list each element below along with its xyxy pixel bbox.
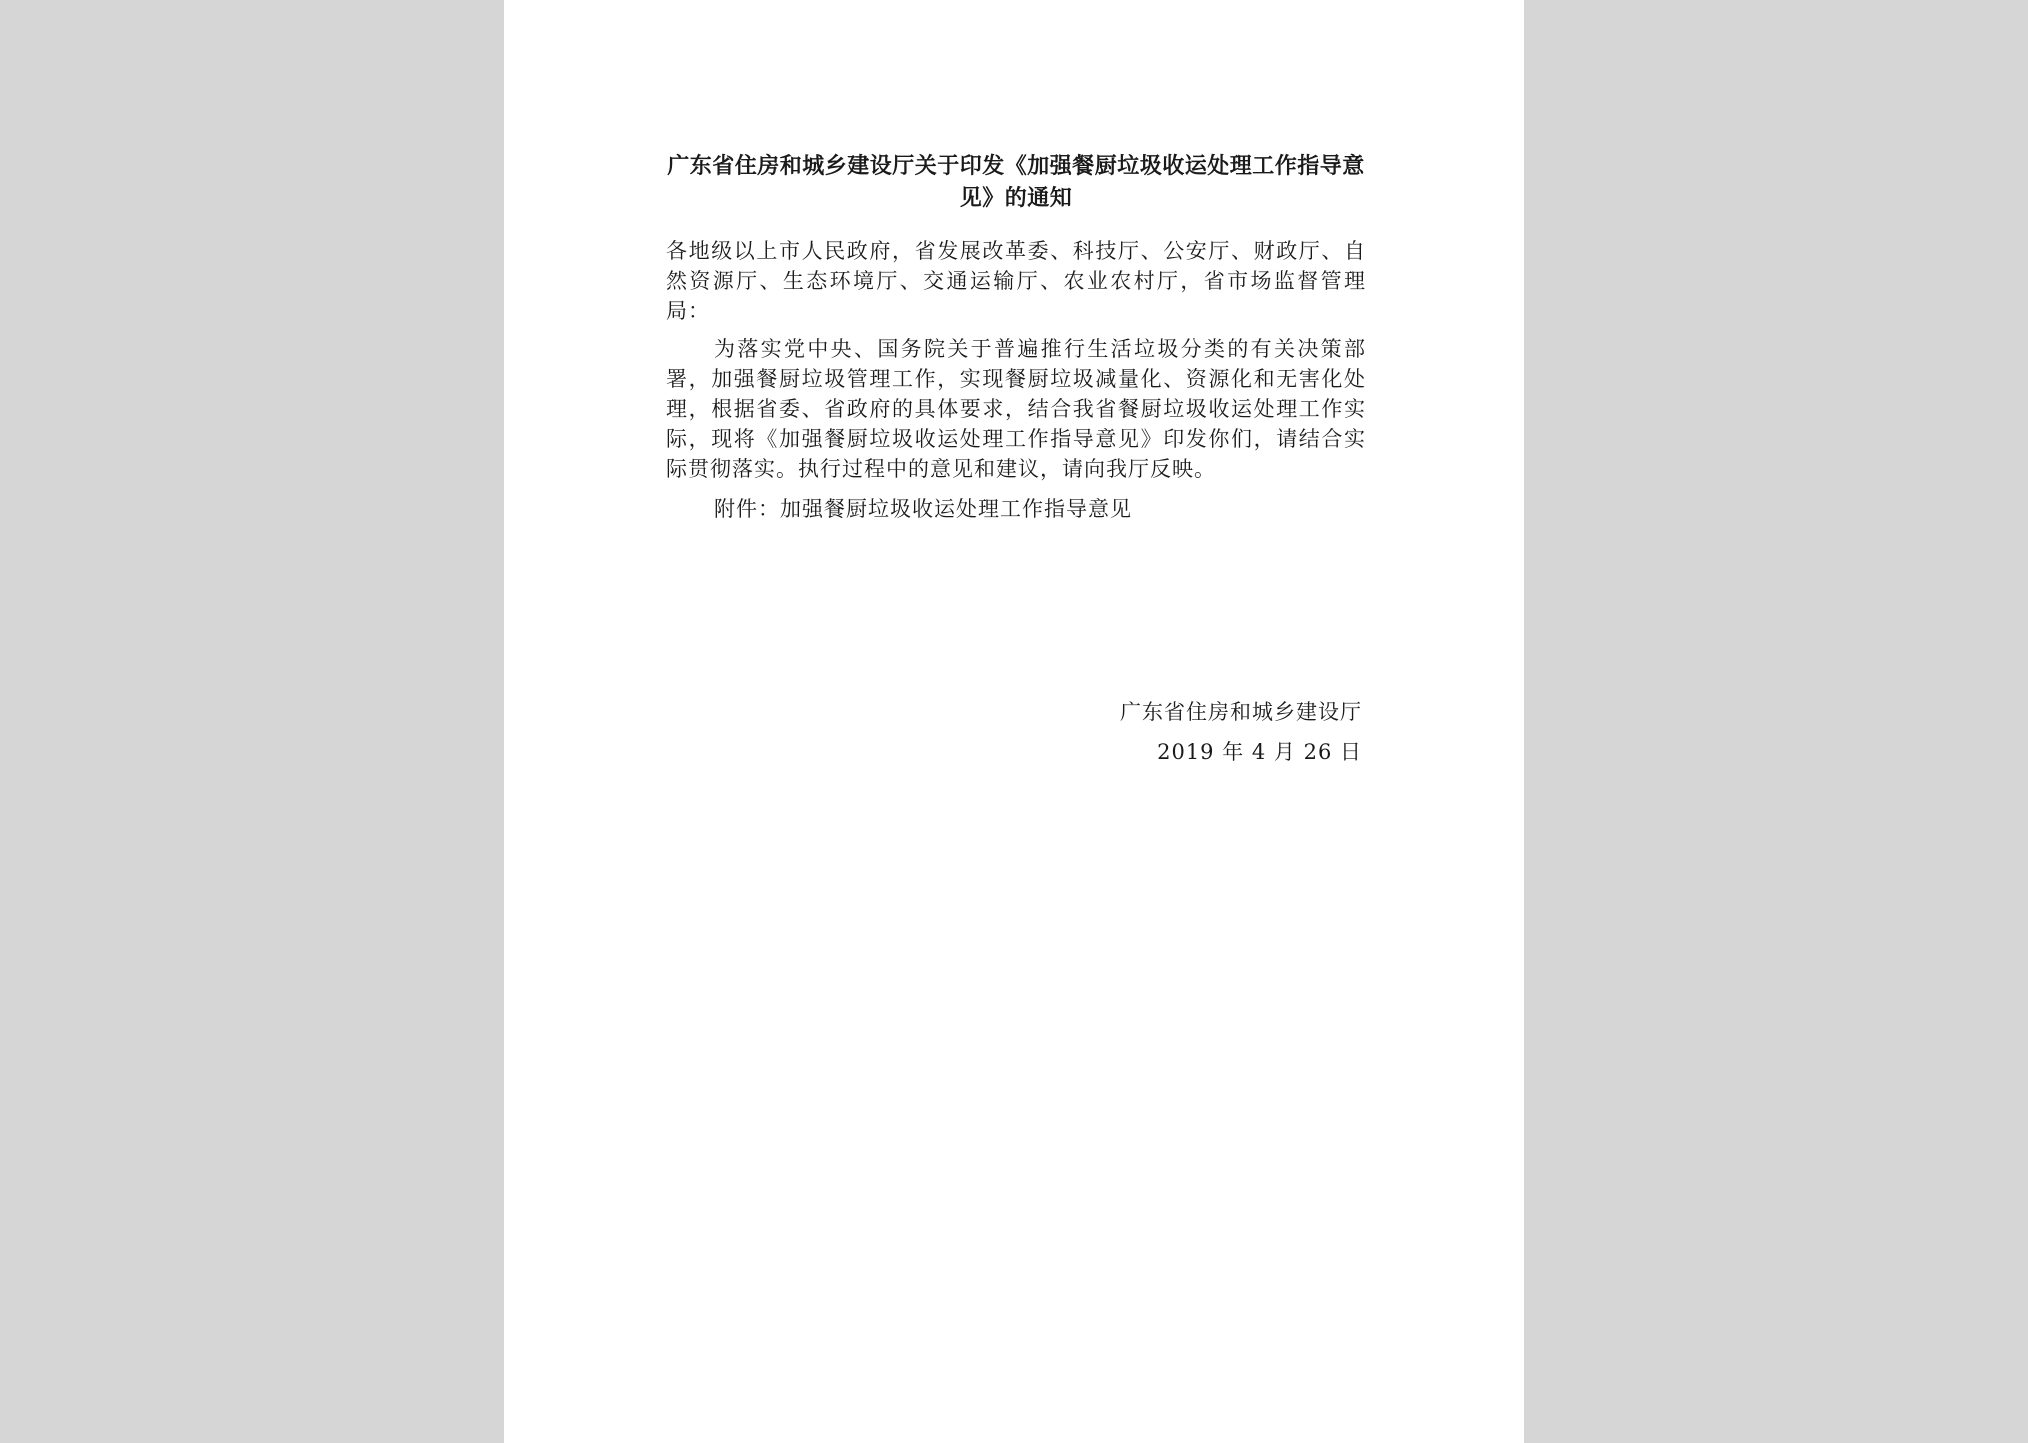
addressee: 各地级以上市人民政府，省发展改革委、科技厅、公安厅、财政厅、自然资源厅、生态环境厅、交通运输厅、农业农村厅，省市场监督管理局： <box>666 239 1366 323</box>
document-title: 广东省住房和城乡建设厅关于印发《加强餐厨垃圾收运处理工作指导意见》的通知 <box>667 153 1365 211</box>
signature-date: 2019 年 4 月 26 日 <box>1157 740 1362 764</box>
document-content <box>666 150 1366 524</box>
body-paragraph: 为落实党中央、国务院关于普遍推行生活垃圾分类的有关决策部署，加强餐厨垃圾管理工作，实现餐厨垃圾减量化、资源化和无害化处理，根据省委、省政府的具体要求，结合我省餐厨垃圾收运处理工作实际，现将《加强餐厨垃圾收运处理工作指导意见》印发你们，请结合实际贯彻落实。执行过程中的意见和建议，请向我厅反映。 <box>666 337 1366 481</box>
attachment-line: 附件：加强餐厨垃圾收运处理工作指导意见 <box>714 497 1132 521</box>
signature-organization: 广东省住房和城乡建设厅 <box>1120 700 1362 724</box>
document-page <box>504 0 1524 1443</box>
signature-block <box>1120 692 1362 772</box>
